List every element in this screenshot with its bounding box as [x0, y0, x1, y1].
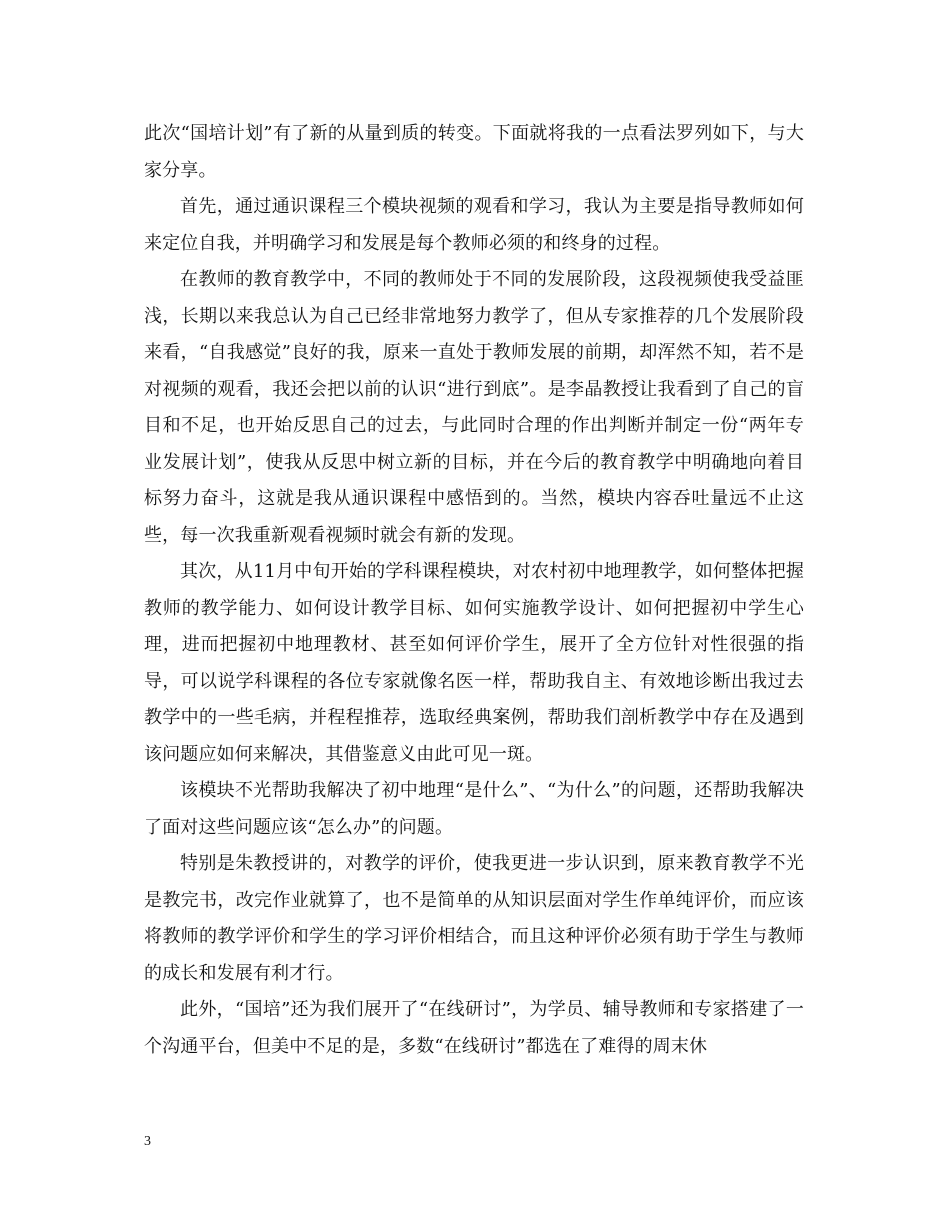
paragraph-6: 特别是朱教授讲的，对教学的评价，使我更进一步认识到，原来教育教学不光是教完书，改完作业就算了，也不是简单的从知识层面对学生作单纯评价，而应该将教师的教学评价和学生的学习评价相结合，而且这种评价必须有助于学生与教师的成长和发展有利才行。: [144, 853, 804, 984]
paragraph-3: 在教师的教育教学中，不同的教师处于不同的发展阶段，这段视频使我受益匪浅，长期以来我总认为自己已经非常地努力教学了，但从专家推荐的几个发展阶段来看，“自我感觉”良好的我，原来一直处于教师发展的前期，却浑然不知，若不是对视频的观看，我还会把以前的认识“进行到底”。是李晶教授让我看到了自己的盲目和不足，也开始反思自己的过去，与此同时合理的作出判断并制定一份“两年专业发展计划”，使我从反思中树立新的目标，并在今后的教育教学中明确地向着目标努力奋斗，这就是我从通识课程中感悟到的。当然，模块内容吞吐量远不止这些，每一次我重新观看视频时就会有新的发现。: [144, 269, 804, 546]
paragraph-5: 该模块不光帮助我解决了初中地理“是什么”、“为什么”的问题，还帮助我解决了面对这些问题应该“怎么办”的问题。: [144, 780, 804, 838]
paragraph-4: 其次，从11月中旬开始的学科课程模块，对农村初中地理教学，如何整体把握教师的教学能力、如何设计教学目标、如何实施教学设计、如何把握初中学生心理，进而把握初中地理教材、甚至如何评价学生，展开了全方位针对性很强的指导，可以说学科课程的各位专家就像名医一样，帮助我自主、有效地诊断出我过去教学中的一些毛病，并程程推荐，选取经典案例，帮助我们剖析教学中存在及遇到该问题应如何来解决，其借鉴意义由此可见一斑。: [144, 561, 804, 765]
paragraph-2: 首先，通过通识课程三个模块视频的观看和学习，我认为主要是指导教师如何来定位自我，并明确学习和发展是每个教师必须的和终身的过程。: [144, 196, 804, 254]
body-text: [144, 116, 804, 1065]
paragraph-1: 此次“国培计划”有了新的从量到质的转变。下面就将我的一点看法罗列如下，与大家分享。: [144, 123, 804, 181]
page-number: 3: [144, 1134, 151, 1149]
paragraph-7: 此外，“国培”还为我们展开了“在线研讨”，为学员、辅导教师和专家搭建了一个沟通平台，但美中不足的是，多数“在线研讨”都选在了难得的周末休: [144, 999, 804, 1057]
